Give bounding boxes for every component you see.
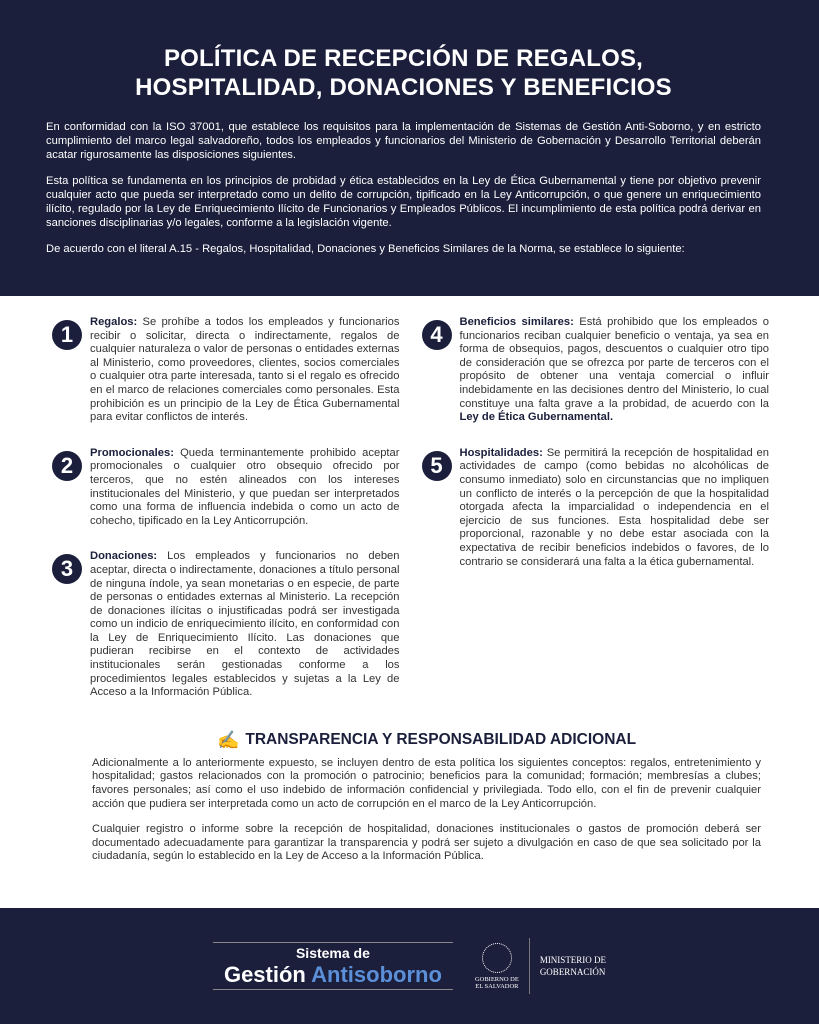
page-title bbox=[46, 44, 761, 102]
logo-word: Gestión bbox=[223, 962, 306, 987]
seal-icon bbox=[482, 943, 512, 973]
number-badge: 2 bbox=[52, 451, 82, 481]
section-title-text: TRANSPARENCIA Y RESPONSABILIDAD ADICIONAL bbox=[245, 731, 637, 749]
item-body: Los empleados y funcionarios no deben aceptar, directa o indirectamente, donaciones a título personal de ninguna índole, ya sean monetarias o en especie, de parte de personas o entidades externas al Ministerio. La recepción de donaciones ilícitas o injustificadas podrá ser investigada como un indicio de enriquecimiento ilícito, en conformidad con la Ley de Enriquecimiento Ilícito. Las donaciones que pudieran recibirse en el contexto de actividades institucionales serán gestionadas conforme a los procedimientos legales establecidos y sujetas a la Ley de Acceso a la Información Pública. bbox=[90, 550, 400, 699]
item-text bbox=[90, 447, 400, 529]
intro-paragraph: En conformidad con la ISO 37001, que establece los requisitos para la implementación de Sistemas de Gestión Anti-Soborno, y en estricto cumplimiento del marco legal salvadoreño, todos los empleados y funcionarios del Ministerio de Gobernación y Desarrollo Territorial deberán acatar rigurosamente las disposiciones siguientes. bbox=[46, 121, 761, 161]
number-badge: 1 bbox=[52, 320, 82, 350]
law-reference: Ley de Ética Gubernamental. bbox=[459, 411, 614, 424]
ministry-name bbox=[540, 954, 606, 978]
policy-item bbox=[52, 447, 400, 529]
item-title: Beneficios similares: bbox=[459, 316, 574, 328]
section-title bbox=[92, 730, 761, 751]
seal-text: GOBIERNO DE bbox=[474, 975, 519, 983]
seal-text: EL SALVADOR bbox=[475, 982, 519, 990]
sistema-logo bbox=[213, 942, 453, 990]
document-edit-icon: ✍ bbox=[216, 729, 240, 750]
title-line: POLÍTICA DE RECEPCIÓN DE REGALOS, bbox=[163, 45, 644, 72]
policy-item bbox=[52, 316, 400, 425]
title-line: HOSPITALIDAD, DONACIONES Y BENEFICIOS bbox=[135, 74, 672, 101]
seal bbox=[475, 943, 519, 990]
header-section bbox=[0, 0, 819, 296]
intro-paragraph: De acuerdo con el literal A.15 - Regalos, Hospitalidad, Donaciones y Beneficios Similares de la Norma, se establece lo siguiente: bbox=[46, 243, 685, 255]
item-title: Promocionales: bbox=[90, 446, 174, 459]
ministry-line: GOBERNACIÓN bbox=[539, 967, 606, 977]
logo-line1: Sistema de bbox=[293, 945, 373, 961]
item-body: Se prohíbe a todos los empleados y funcionarios recibir o solicitar, directa o indirectamente, regalos de cualquier naturaleza o valor de personas o entidades externas al Ministerio, como proveedores, clientes, socios comerciales o cualquier otra parte interesada, tanto si el regalo es ofrecido en el marco de relaciones comerciales como personales. Esta prohibición es un principio de la Ley de Ética Gubernamental para evitar conflictos de interés. bbox=[90, 316, 400, 424]
policy-columns bbox=[0, 296, 819, 722]
item-title: Donaciones: bbox=[90, 550, 158, 563]
number-badge: 5 bbox=[422, 451, 452, 481]
section-paragraph: Adicionalmente a lo anteriormente expuesto, se incluyen dentro de esta política los siguientes conceptos: regalos, entretenimiento y hospitalidad; gastos relacionados con la promoción o patrocinio; beneficios para la comunidad; formación; membresías a clubes; favores personales; así como el uso indebido de información confidencial y privilegiada. Todo ello, con el fin de prevenir cualquier acción que pudiera ser interpretada como un acto de corrupción en el marco de la Ley Anticorrupción. bbox=[92, 756, 761, 810]
left-column bbox=[52, 316, 400, 722]
item-title: Hospitalidades: bbox=[459, 446, 543, 459]
divider bbox=[529, 938, 530, 994]
number-badge: 4 bbox=[422, 320, 452, 350]
item-body: Se permitirá la recepción de hospitalidad en actividades de campo (como bebidas no alcohólicas de consumo inmediato) solo en circunstancias que no impliquen un conflicto de interés o la percepción de que la hospitalidad otorgada afecta la imparcialidad o independencia en el ejercicio de sus funciones. Esta hospitalidad debe ser proporcional, razonable y no debe estar asociada con la expectativa de recibir beneficios indebidos o favores, de lo contrario se considerará una falta a la ética gubernamental. bbox=[459, 446, 769, 568]
logo-line2 bbox=[219, 963, 447, 987]
item-body: Queda terminantemente prohibido aceptar promocionales o cualquier otro obsequio ofrecido por terceros, que no estén alineados con los intereses institucionales del Ministerio, y que puedan ser interpretados como una forma de influencia indebida o como un acto de cohecho, tipificado en la Ley Anticorrupción. bbox=[90, 446, 400, 527]
intro-paragraph: Esta política se fundamenta en los principios de probidad y ética establecidos en la Ley de Ética Gubernamental y tiene por objetivo prevenir cualquier acto que pueda ser interpretado como un delito de corrupción, tipificado en la Ley Anticorrupción, o que genere un enriquecimiento ilícito, regulado por la Ley de Enriquecimiento Ilícito de Funcionarios y Empleados Públicos. El incumplimiento de esta política podrá derivar en sanciones disciplinarias y/o legales, conforme a la legislación vigente. bbox=[46, 175, 761, 229]
item-text bbox=[460, 316, 770, 425]
item-text bbox=[90, 316, 400, 425]
transparency-section bbox=[0, 730, 819, 864]
item-text bbox=[460, 447, 770, 569]
item-title: Regalos: bbox=[90, 316, 138, 328]
logo-word-accent: Antisoborno bbox=[311, 962, 442, 987]
footer bbox=[0, 908, 819, 1024]
policy-item bbox=[422, 316, 770, 425]
number-badge: 3 bbox=[52, 554, 82, 584]
government-logo bbox=[475, 938, 606, 994]
policy-item bbox=[52, 550, 400, 700]
ministry-line: MINISTERIO DE bbox=[539, 955, 607, 965]
policy-item bbox=[422, 447, 770, 569]
item-body: Está prohibido que los empleados o funcionarios reciban cualquier beneficio o ventaja, ya sea en forma de obsequios, pagos, descuentos o cualquier otro tipo de consideración que se ofrezca por parte de terceros con el propósito de obtener una ventaja comercial o influir indebidamente en las decisiones dentro del Ministerio, lo cual constituye una falta grave a la probidad, de acuerdo con la bbox=[459, 316, 769, 410]
right-column bbox=[422, 316, 770, 722]
item-text bbox=[90, 550, 400, 700]
section-paragraph: Cualquier registro o informe sobre la recepción de hospitalidad, donaciones institucionales o gastos de promoción deberá ser documentado adecuadamente para garantizar la transparencia y podrá ser sujeto a divulgación en caso de que sea solicitado por la ciudadanía, según lo establecido en la Ley de Acceso a la Información Pública. bbox=[92, 823, 761, 863]
